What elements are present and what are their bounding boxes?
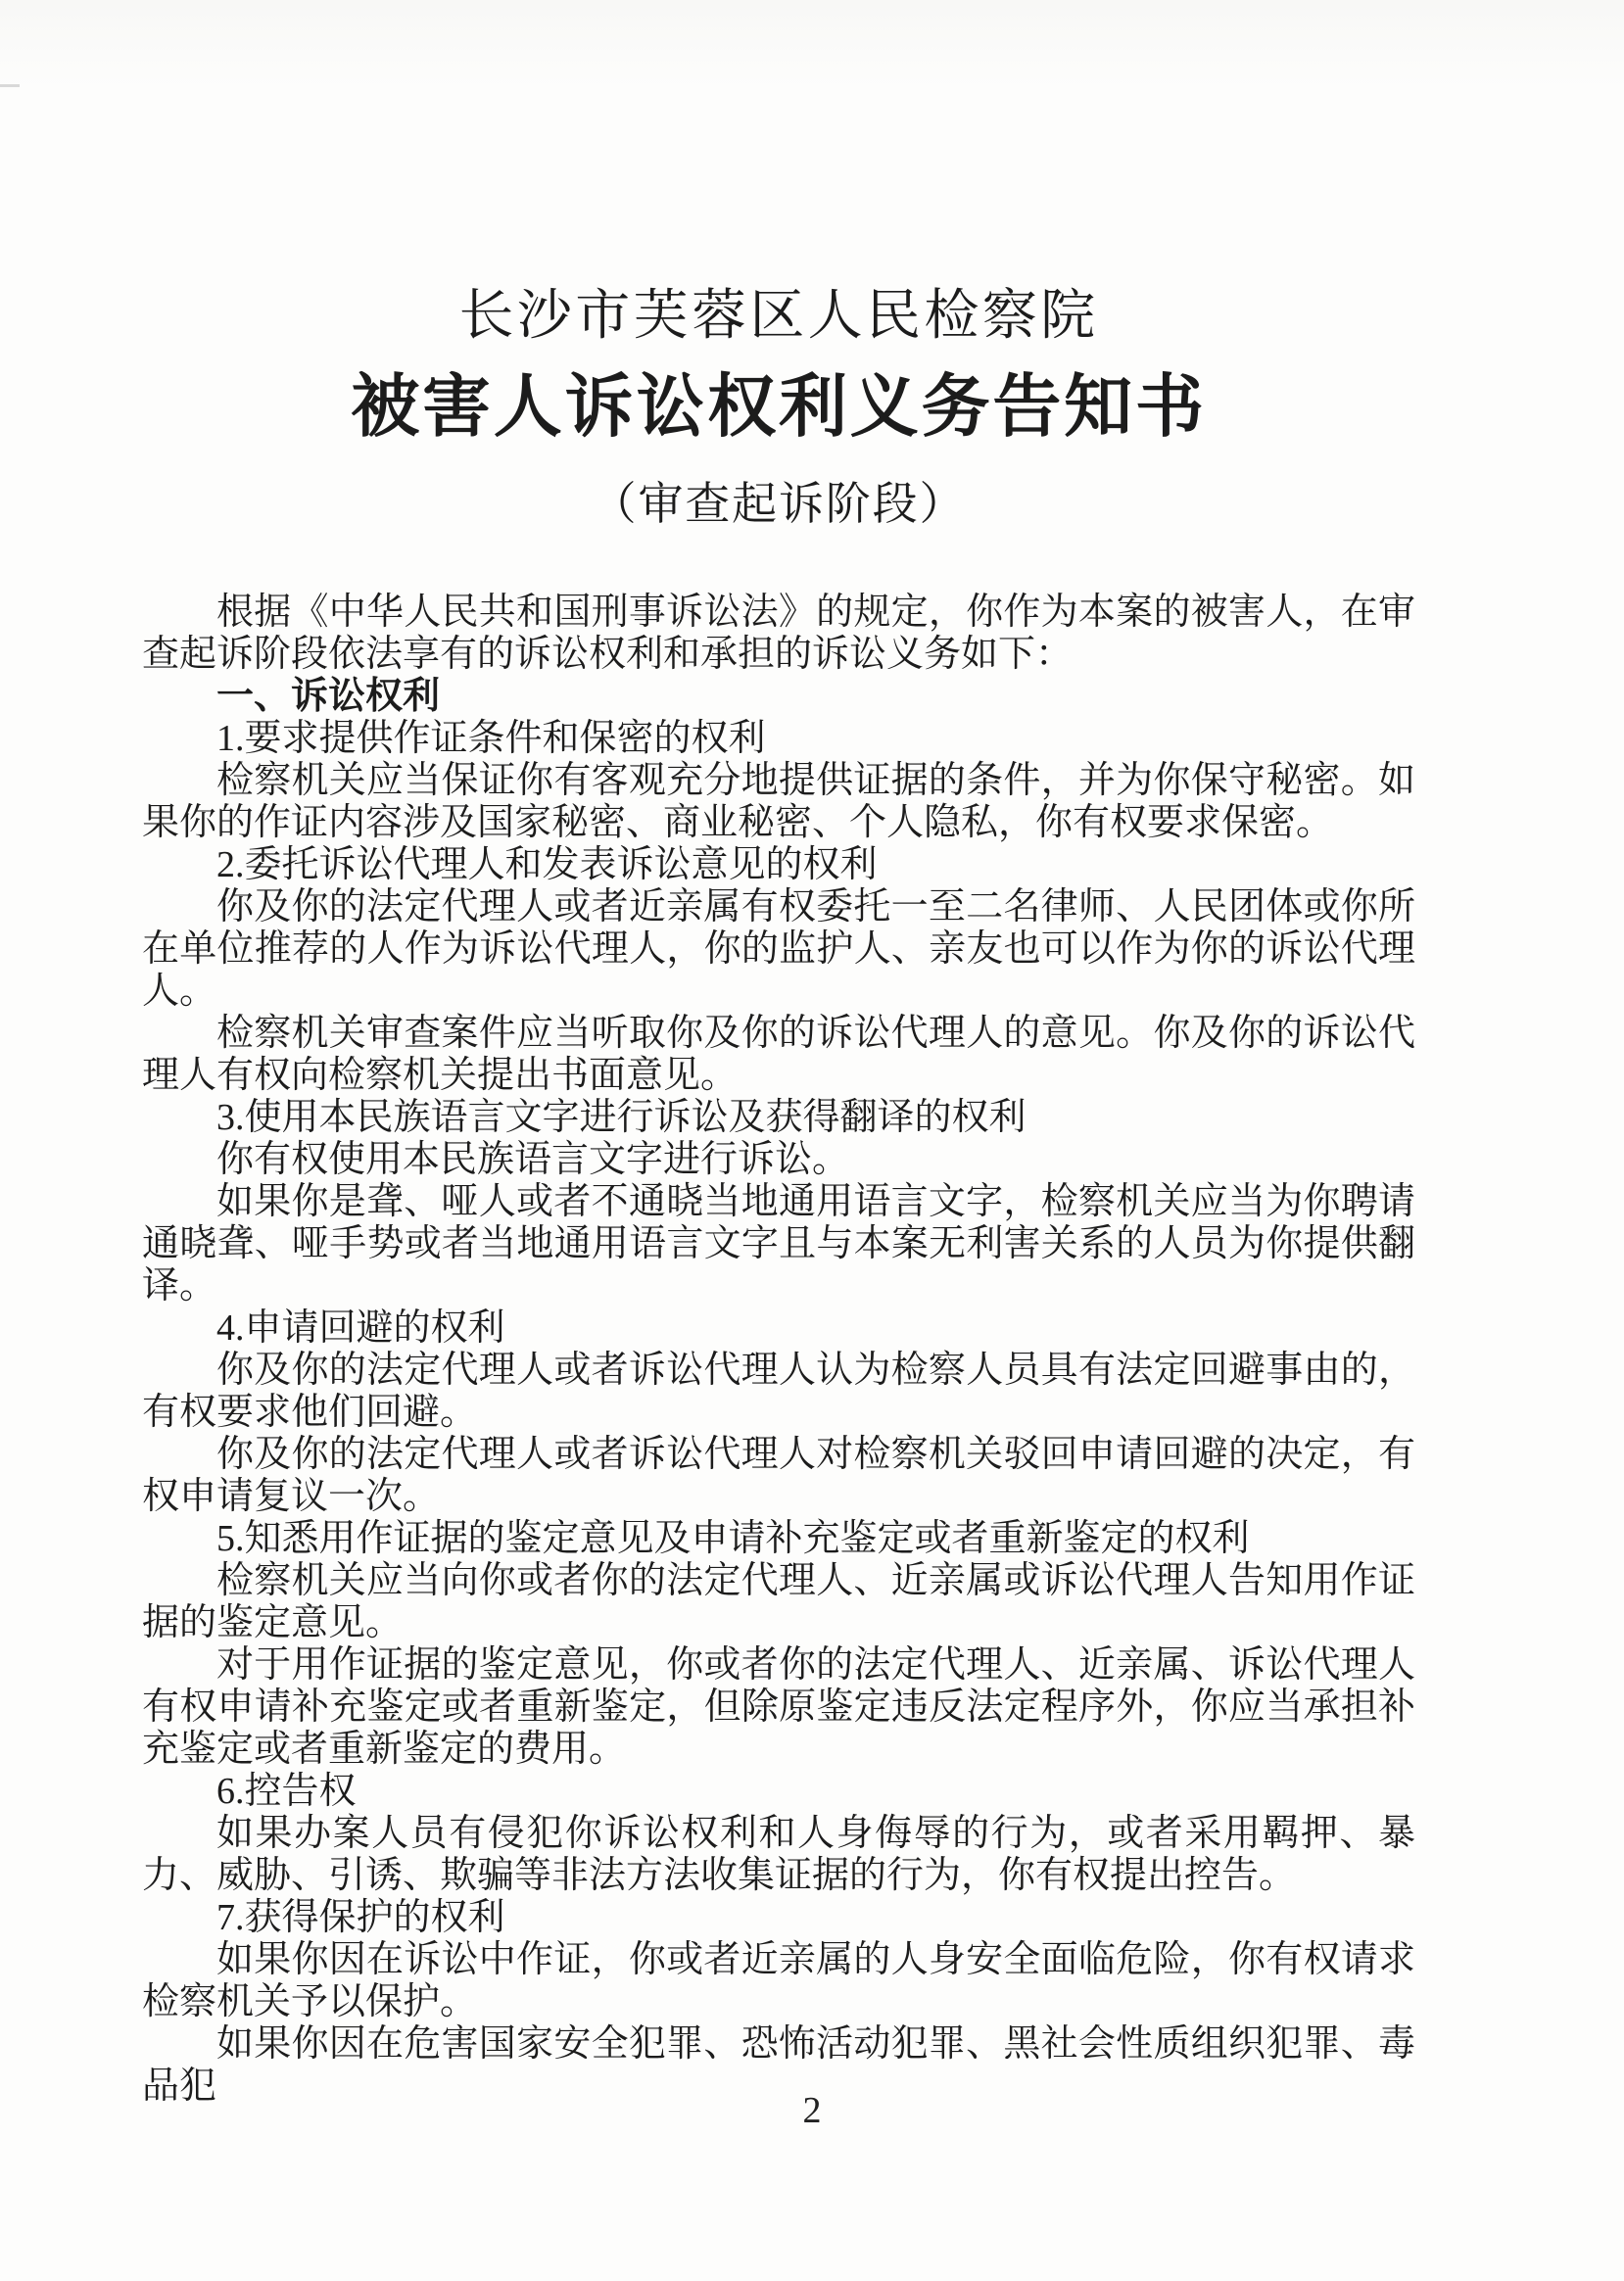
scan-edge-shading: [0, 0, 1624, 88]
item-heading: 4.申请回避的权利: [216, 1307, 505, 1349]
paragraph: 根据《中华人民共和国刑事诉讼法》的规定，你作为本案的被害人，在审查起诉阶段依法享有的诉讼权利和承担的诉讼义务如下：: [142, 591, 1415, 675]
item-heading: 3.使用本民族语言文字进行诉讼及获得翻译的权利: [216, 1096, 1027, 1138]
paragraph: 检察机关审查案件应当听取你及你的诉讼代理人的意见。你及你的诉讼代理人有权向检察机关提出书面意见。: [142, 1012, 1415, 1096]
scan-edge-artifact: [0, 84, 20, 87]
paragraph: 检察机关应当向你或者你的法定代理人、近亲属或诉讼代理人告知用作证据的鉴定意见。: [142, 1559, 1415, 1643]
paragraph: 如果你因在诉讼中作证，你或者近亲属的人身安全面临危险，你有权请求检察机关予以保护。: [142, 1938, 1415, 2022]
item-heading: 7.获得保护的权利: [216, 1896, 505, 1938]
paragraph: 对于用作证据的鉴定意见，你或者你的法定代理人、近亲属、诉讼代理人有权申请补充鉴定或者重新鉴定，但除原鉴定违反法定程序外，你应当承担补充鉴定或者重新鉴定的费用。: [142, 1643, 1415, 1770]
paragraph: 你有权使用本民族语言文字进行诉讼。: [216, 1138, 850, 1180]
page-number: 2: [802, 2090, 822, 2131]
organization-title: 长沙市芙蓉区人民检察院: [458, 286, 1099, 347]
paragraph: 如果你是聋、哑人或者不通晓当地通用语言文字，检察机关应当为你聘请通晓聋、哑手势或者当地通用语言文字且与本案无利害关系的人员为你提供翻译。: [142, 1180, 1415, 1307]
item-heading: 6.控告权: [216, 1770, 357, 1812]
document-body: [142, 592, 1415, 2108]
paragraph: 你及你的法定代理人或者诉讼代理人对检察机关驳回申请回避的决定，有权申请复议一次。: [142, 1433, 1415, 1517]
item-heading: 2.委托诉讼代理人和发表诉讼意见的权利: [216, 843, 878, 885]
document-title: 被害人诉讼权利义务告知书: [351, 370, 1207, 447]
paragraph: 如果办案人员有侵犯你诉讼权利和人身侮辱的行为，或者采用羁押、暴力、威胁、引诱、欺骗等非法方法收集证据的行为，你有权提出控告。: [142, 1812, 1415, 1896]
paragraph: 检察机关应当保证你有客观充分地提供证据的条件，并为你保守秘密。如果你的作证内容涉及国家秘密、商业秘密、个人隐私，你有权要求保密。: [142, 759, 1415, 843]
item-heading: 1.要求提供作证条件和保密的权利: [216, 717, 766, 759]
paragraph: 你及你的法定代理人或者诉讼代理人认为检察人员具有法定回避事由的，有权要求他们回避。: [142, 1349, 1415, 1433]
paragraph: 如果你因在危害国家安全犯罪、恐怖活动犯罪、黑社会性质组织犯罪、毒品犯: [142, 2022, 1415, 2107]
paragraph: 你及你的法定代理人或者近亲属有权委托一至二名律师、人民团体或你所在单位推荐的人作为诉讼代理人，你的监护人、亲友也可以作为你的诉讼代理人。: [142, 885, 1415, 1012]
stage-subtitle: （审查起诉阶段）: [591, 478, 967, 529]
item-heading: 5.知悉用作证据的鉴定意见及申请补充鉴定或者重新鉴定的权利: [216, 1517, 1250, 1559]
section-heading: 一、诉讼权利: [216, 675, 441, 717]
